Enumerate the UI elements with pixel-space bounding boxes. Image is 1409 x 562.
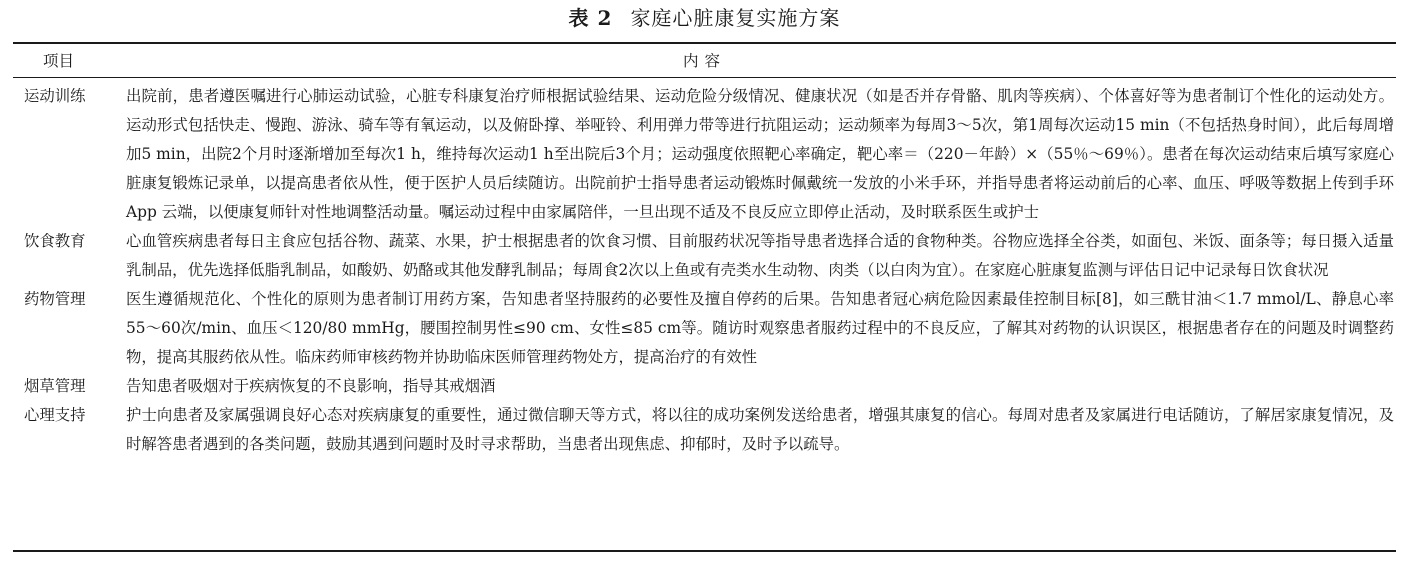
row-item-medication: 药物管理 — [24, 290, 86, 308]
table-body — [13, 82, 1396, 459]
header-item: 项目 — [43, 52, 75, 70]
table-caption — [0, 4, 1409, 32]
table-row — [13, 372, 1396, 401]
row-content-psychology: 护士向患者及家属强调良好心态对疾病康复的重要性，通过微信聊天等方式，将以往的成功案例发送给患者，增强其康复的信心。每周对患者及家属进行电话随访，了解居家康复情况，及时解答患者遇到的各类问题，鼓励其遇到问题时及时寻求帮助，当患者出现焦虑、抑郁时，及时予以疏导。 — [126, 406, 1394, 453]
table-title: 家庭心脏康复实施方案 — [630, 6, 841, 30]
row-content-diet: 心血管疾病患者每日主食应包括谷物、蔬菜、水果，护士根据患者的饮食习惯、目前服药状况等指导患者选择合适的食物种类。谷物应选择全谷类，如面包、米饭、面条等；每日摄入适量乳制品，优先选择低脂乳制品，如酸奶、奶酪或其他发酵乳制品；每周食2次以上鱼或有壳类水生动物、肉类（以白肉为宜）。在家庭心脏康复监测与评估日记中记录每日饮食状况 — [126, 232, 1394, 279]
row-item-diet: 饮食教育 — [24, 232, 86, 250]
row-content-medication: 医生遵循规范化、个性化的原则为患者制订用药方案，告知患者坚持服药的必要性及擅自停药的后果。告知患者冠心病危险因素最佳控制目标[8]，如三酰甘油＜1.7 mmol/L、静息心率55～60次/min、血压＜120/80 mmHg，腰围控制男性≤90 cm、女性≤85 cm等。随访时观察患者服药过程中的不良反应，了解其对药物的认识误区，根据患者存在的问题及时调整药物，提高其服药依从性。临床药师审核药物并协助临床医师管理药物处方，提高治疗的有效性 — [126, 290, 1394, 366]
row-item-exercise: 运动训练 — [24, 87, 86, 105]
table-row — [13, 401, 1396, 459]
top-rule — [13, 42, 1396, 44]
row-item-tobacco: 烟草管理 — [24, 377, 86, 395]
row-content-exercise: 出院前，患者遵医嘱进行心肺运动试验，心脏专科康复治疗师根据试验结果、运动危险分级情况、健康状况（如是否并存骨骼、肌肉等疾病）、个体喜好等为患者制订个性化的运动处方。运动形式包括快走、慢跑、游泳、骑车等有氧运动，以及俯卧撑、举哑铃、利用弹力带等进行抗阻运动；运动频率为每周3～5次，第1周每次运动15 min（不包括热身时间），此后每周增加5 min，出院2个月时逐渐增加至每次1 h，维持每次运动1 h至出院后3个月；运动强度依照靶心率确定，靶心率＝（220－年龄）×（55％～69％）。患者在每次运动结束后填写家庭心脏康复锻炼记录单，以提高患者依从性，便于医护人员后续随访。出院前护士指导患者运动锻炼时佩戴统一发放的小米手环，并指导患者将运动前后的心率、血压、呼吸等数据上传到手环 App 云端，以便康复师针对性地调整活动量。嘱运动过程中由家属陪伴，一旦出现不适及不良反应立即停止活动，及时联系医生或护士 — [126, 87, 1394, 221]
row-item-psychology: 心理支持 — [24, 406, 86, 424]
table-header — [13, 47, 1396, 75]
row-content-tobacco: 告知患者吸烟对于疾病恢复的不良影响，指导其戒烟酒 — [126, 377, 496, 395]
header-rule — [13, 77, 1396, 78]
bottom-rule — [13, 550, 1396, 552]
table-row — [13, 285, 1396, 372]
header-content: 内容 — [682, 52, 726, 70]
table-row — [13, 82, 1396, 227]
table-number: 表 2 — [568, 6, 613, 30]
table-row — [13, 227, 1396, 285]
